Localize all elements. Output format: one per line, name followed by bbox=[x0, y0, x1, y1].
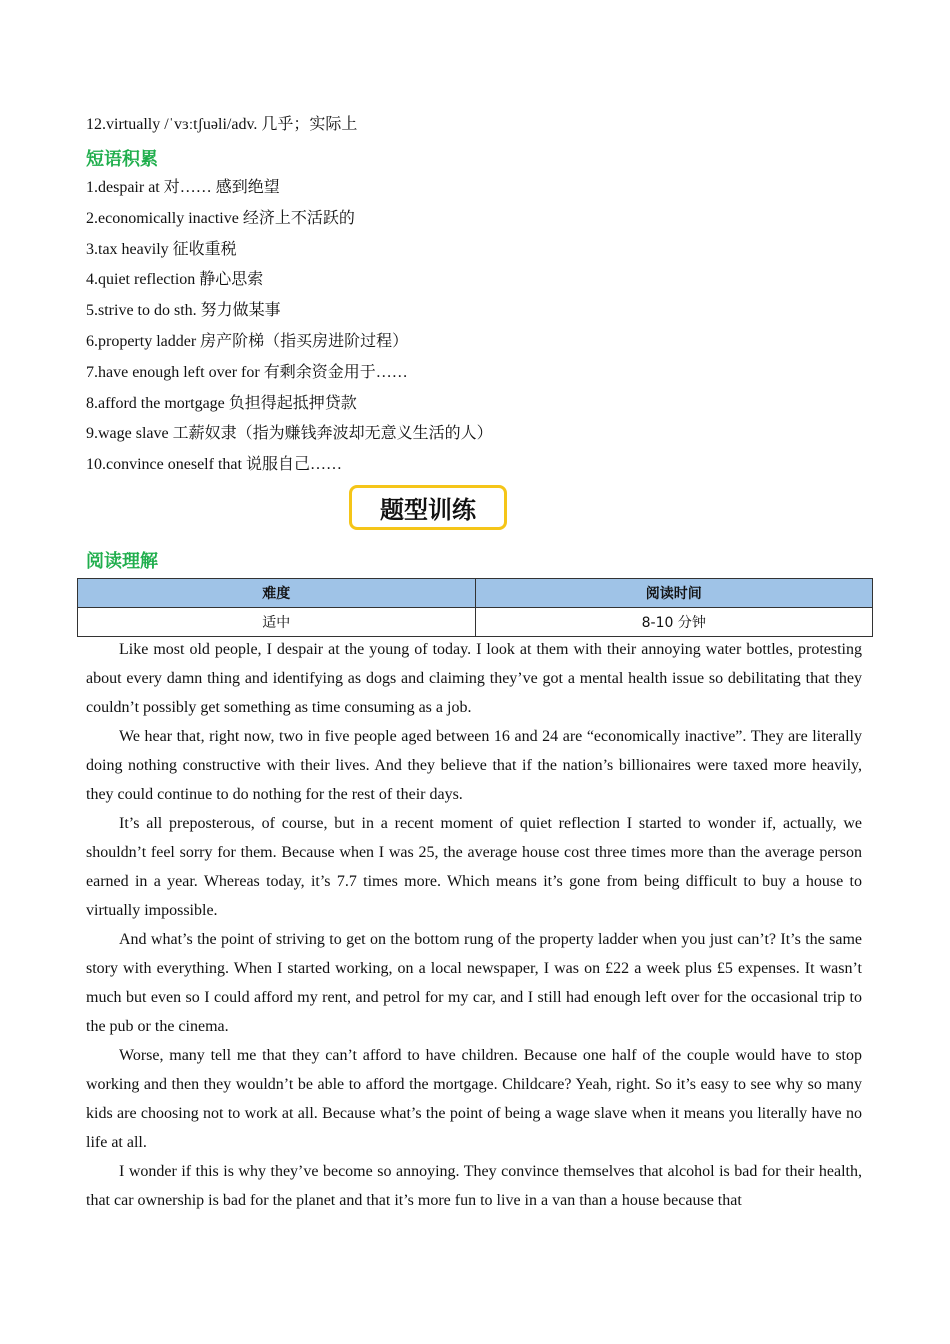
phrase-item: 10.convince oneself that 说服自己…… bbox=[86, 456, 342, 474]
phrase-item: 3.tax heavily 征收重税 bbox=[86, 240, 237, 258]
phrase-item: 7.have enough left over for 有剩余资金用于…… bbox=[86, 363, 408, 381]
phrase-item: 5.strive to do sth. 努力做某事 bbox=[86, 302, 281, 320]
phrase-list bbox=[86, 176, 866, 484]
phrase-item: 6.property ladder 房产阶梯（指买房进阶过程） bbox=[86, 332, 409, 350]
passage-paragraph: I wonder if this is why they’ve become so annoying. They convince themselves that alcohol is bad for their health, that car ownership is bad for the planet and that it’s more fun to live in a van than a house because that bbox=[86, 1163, 862, 1209]
phrase-item: 8.afford the mortgage 负担得起抵押贷款 bbox=[86, 394, 357, 412]
phrase-item: 4.quiet reflection 静心思索 bbox=[86, 271, 264, 289]
reading-time-header: 阅读时间 bbox=[475, 579, 873, 608]
reading-passage bbox=[86, 635, 862, 1215]
training-title-box bbox=[349, 485, 507, 530]
phrase-item: 1.despair at 对…… 感到绝望 bbox=[86, 179, 280, 196]
passage-paragraph: It’s all preposterous, of course, but in a recent moment of quiet reflection I started to wonder if, actually, we shouldn’t feel sorry for them. Because when I was 25, the average house cost three times more than the average person earned in a year. Whereas today, it’s 7.7 times more. Which means it’s gone from being difficult to buy a house to virtually impossible. bbox=[86, 815, 862, 919]
passage-paragraph: And what’s the point of striving to get on the bottom rung of the property ladder when you just can’t? It’s the same story with everything. When I started working, on a local newspaper, I was on £22 a week plus £5 expenses. It wasn’t much but even so I could afford my rent, and petrol for my car, and I still had enough left over for the occasional trip to the pub or the cinema. bbox=[86, 931, 862, 1035]
phrase-item: 9.wage slave 工薪奴隶（指为赚钱奔波却无意义生活的人） bbox=[86, 425, 493, 443]
phrases-heading: 短语积累 bbox=[86, 149, 158, 170]
training-title: 题型训练 bbox=[380, 496, 476, 524]
passage-paragraph: Worse, many tell me that they can’t afford to have children. Because one half of the couple would have to stop working and then they wouldn’t be able to afford the mortgage. Childcare? Yeah, right. So it’s easy to see why so many kids are choosing not to work at all. Because what’s the point of being a wage slave when it means you literally have no life at all. bbox=[86, 1047, 862, 1151]
passage-paragraph: Like most old people, I despair at the young of today. I look at them with their annoying water bottles, protesting about every damn thing and identifying as dogs and claiming they’ve got a mental health issue so debilitating that they couldn’t possibly get something as time consuming as a job. bbox=[86, 641, 862, 716]
reading-time-value: 8-10 分钟 bbox=[475, 608, 873, 637]
phrase-item: 2.economically inactive 经济上不活跃的 bbox=[86, 209, 355, 227]
table-row bbox=[78, 608, 873, 637]
table-header-row bbox=[78, 579, 873, 608]
difficulty-value: 适中 bbox=[78, 608, 476, 637]
reading-heading: 阅读理解 bbox=[86, 551, 158, 572]
difficulty-header: 难度 bbox=[78, 579, 476, 608]
reading-info-table bbox=[77, 578, 873, 637]
vocab-item-virtually: 12.virtually /ˈvɜːtʃuəli/adv. 几乎；实际上 bbox=[86, 116, 358, 133]
passage-paragraph: We hear that, right now, two in five people aged between 16 and 24 are “economically inactive”. They are literally doing nothing constructive with their lives. And they believe that if the nation’s billionaires were taxed more heavily, they could continue to do nothing for the rest of their days. bbox=[86, 728, 862, 803]
